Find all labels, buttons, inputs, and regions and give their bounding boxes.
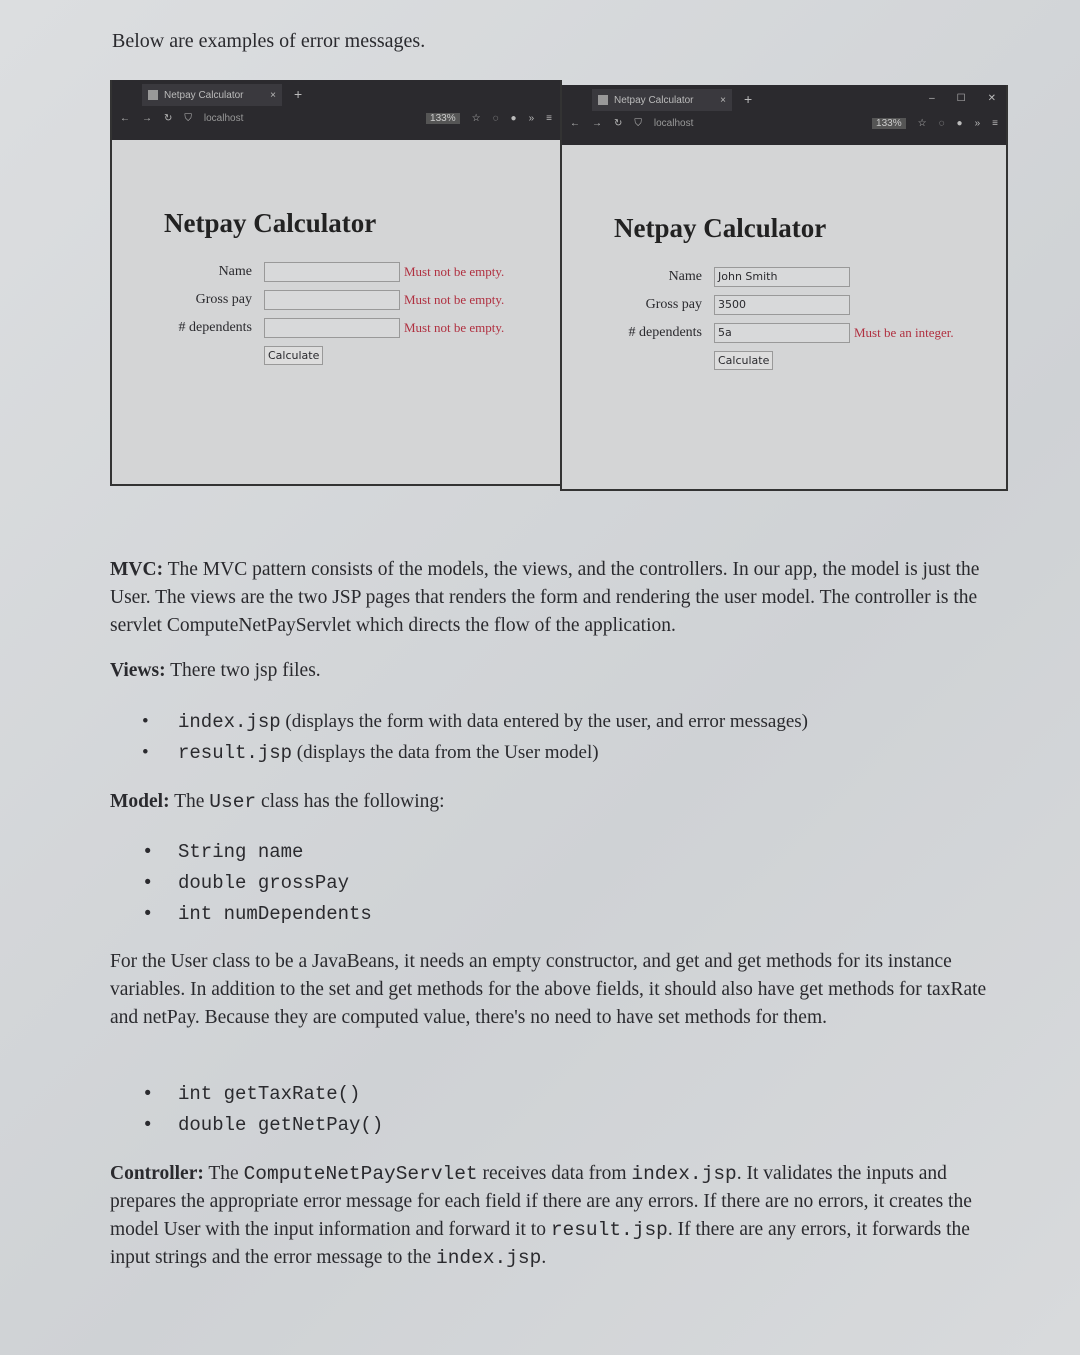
- minimize-icon[interactable]: –: [929, 93, 935, 104]
- dependents-input[interactable]: 5a: [714, 323, 850, 343]
- url-bar[interactable]: localhost: [653, 118, 694, 129]
- name-label: Name: [668, 269, 702, 284]
- screenshot-empty-errors: [110, 80, 562, 486]
- name-error: Must not be empty.: [404, 264, 505, 279]
- favicon-icon: [598, 95, 608, 105]
- url-bar[interactable]: localhost: [203, 113, 244, 124]
- code-text: index.jsp: [436, 1247, 542, 1269]
- shield-icon: ⛉: [634, 118, 642, 129]
- code-text: result.jsp: [550, 1219, 668, 1241]
- extension-icon[interactable]: ●: [510, 113, 517, 124]
- dependents-input[interactable]: [264, 318, 400, 338]
- gross-pay-error: Must not be empty.: [404, 292, 505, 307]
- screenshot-integer-error: [560, 85, 1008, 491]
- forward-icon[interactable]: →: [592, 118, 602, 129]
- new-tab-icon[interactable]: +: [744, 91, 753, 107]
- tab-title: Netpay Calculator: [164, 89, 244, 101]
- browser-tab[interactable]: [592, 89, 732, 111]
- page-title: Netpay Calculator: [614, 213, 827, 243]
- name-label: Name: [218, 264, 252, 279]
- shield-icon: ⛉: [184, 113, 192, 124]
- close-window-icon[interactable]: ✕: [987, 93, 996, 104]
- pocket-icon[interactable]: ◌: [492, 113, 499, 124]
- list-item: [110, 708, 1000, 739]
- gross-pay-label: Gross pay: [195, 292, 252, 307]
- fields-list: [110, 838, 1000, 931]
- model-paragraph: [110, 788, 1000, 816]
- code-text: ComputeNetPayServlet: [243, 1163, 478, 1185]
- back-icon[interactable]: ←: [120, 113, 130, 124]
- intro-text: Below are examples of error messages.: [112, 30, 426, 52]
- gross-pay-input[interactable]: [264, 290, 400, 310]
- dependents-label: # dependents: [628, 325, 702, 340]
- page-title: Netpay Calculator: [164, 208, 377, 238]
- list-item: [110, 739, 1000, 770]
- mvc-text: The MVC pattern consists of the models, the views, and the controllers. In our app, the model is just the User. The views are the two JSP pages that renders the form and rendering the user model. The controller is the servlet ComputeNetPayServlet which directs the flow of the application.: [110, 559, 980, 636]
- methods-list: [110, 1080, 1000, 1142]
- dependents-error: Must be an integer.: [854, 325, 954, 340]
- forward-icon[interactable]: →: [142, 113, 152, 124]
- calculate-button[interactable]: Calculate: [714, 351, 773, 370]
- item-text: (displays the form with data entered by the user, and error messages): [280, 711, 808, 732]
- overflow-icon[interactable]: »: [528, 113, 535, 124]
- name-input[interactable]: John Smith: [714, 267, 850, 287]
- browser-chrome: [562, 85, 1006, 145]
- controller-paragraph: [110, 1160, 1000, 1272]
- maximize-icon[interactable]: ☐: [956, 93, 966, 104]
- pocket-icon[interactable]: ◌: [938, 118, 945, 129]
- new-tab-icon[interactable]: +: [294, 86, 303, 102]
- star-icon[interactable]: ☆: [471, 113, 481, 124]
- views-list: [110, 708, 1000, 770]
- browser-tab[interactable]: [142, 84, 282, 106]
- list-item: • int numDependents: [110, 900, 1000, 931]
- netpay-form: [112, 258, 560, 365]
- extension-icon[interactable]: ●: [956, 118, 963, 129]
- text: .: [541, 1247, 547, 1268]
- controller-heading: Controller:: [110, 1163, 204, 1184]
- back-icon[interactable]: ←: [570, 118, 580, 129]
- dependents-error: Must not be empty.: [404, 320, 505, 335]
- item-text: (displays the data from the User model): [292, 742, 599, 763]
- star-icon[interactable]: ☆: [917, 118, 927, 129]
- code-text: index.jsp: [631, 1163, 737, 1185]
- text: . If there are any errors, it forwards the input strings and the error message to the: [110, 1219, 970, 1268]
- mvc-paragraph: [110, 556, 1000, 640]
- views-paragraph: [110, 657, 1000, 685]
- views-heading: Views:: [110, 660, 166, 681]
- reload-icon[interactable]: ↻: [614, 118, 623, 129]
- calculate-button[interactable]: Calculate: [264, 346, 323, 365]
- zoom-level[interactable]: 133%: [426, 113, 460, 124]
- text: . It validates the inputs and prepares the appropriate error message for each field if there are any errors. If there are no errors, it creates the model User with the input information and forward it to: [110, 1163, 972, 1240]
- gross-pay-input[interactable]: 3500: [714, 295, 850, 315]
- menu-icon[interactable]: ≡: [546, 113, 552, 124]
- list-item: • double getNetPay(): [110, 1111, 1000, 1142]
- list-item: • double grossPay: [110, 869, 1000, 900]
- text: The: [169, 791, 210, 812]
- name-input[interactable]: [264, 262, 400, 282]
- tab-title: Netpay Calculator: [614, 94, 694, 106]
- gross-pay-label: Gross pay: [645, 297, 702, 312]
- code-text: index.jsp: [178, 711, 281, 733]
- list-item: • int getTaxRate(): [110, 1080, 1000, 1111]
- overflow-icon[interactable]: »: [974, 118, 981, 129]
- favicon-icon: [148, 90, 158, 100]
- list-item: • String name: [110, 838, 1000, 869]
- dependents-label: # dependents: [178, 320, 252, 335]
- code-text: User: [209, 791, 257, 813]
- netpay-form: [562, 263, 1006, 370]
- model-heading: Model:: [110, 791, 170, 812]
- views-text: There two jsp files.: [165, 660, 321, 681]
- text: The: [203, 1163, 244, 1184]
- javabeans-paragraph: For the User class to be a JavaBeans, it needs an empty constructor, and get and get methods for its instance variables. In addition to the set and get methods for the above fields, it should also have get methods for taxRate and netPay. Because they are computed value, there's no need to have set methods for them.: [110, 951, 987, 1028]
- close-tab-icon[interactable]: ×: [720, 94, 726, 106]
- text: receives data from: [477, 1163, 632, 1184]
- browser-chrome: [112, 80, 560, 140]
- close-tab-icon[interactable]: ×: [270, 89, 276, 101]
- zoom-level[interactable]: 133%: [872, 118, 906, 129]
- reload-icon[interactable]: ↻: [164, 113, 173, 124]
- mvc-heading: MVC:: [110, 559, 164, 580]
- text: class has the following:: [256, 791, 445, 812]
- code-text: result.jsp: [178, 742, 293, 764]
- menu-icon[interactable]: ≡: [992, 118, 998, 129]
